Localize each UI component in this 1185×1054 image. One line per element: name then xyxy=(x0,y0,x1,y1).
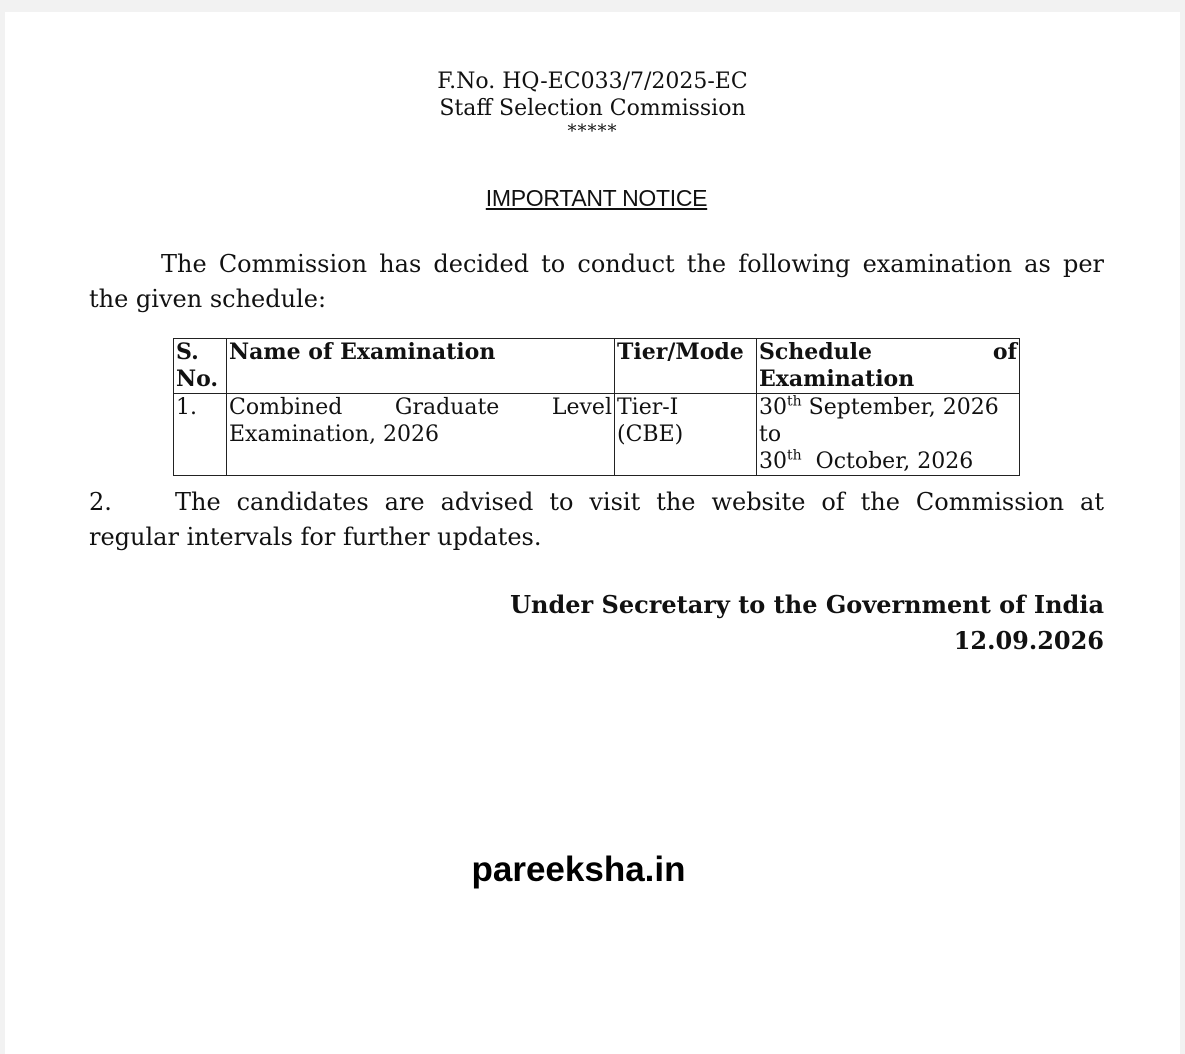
table-row xyxy=(174,394,1020,476)
advisory-text: The candidates are advised to visit the website of the Commission at regular intervals for further updates. xyxy=(89,488,1104,551)
header-exam-name: Name of Examination xyxy=(227,339,615,394)
to-suffix: th xyxy=(787,447,802,464)
advisory-paragraph xyxy=(89,485,1104,555)
schedule-table xyxy=(173,338,1020,476)
notice-title: IMPORTANT NOTICE xyxy=(485,185,708,211)
schedule-to xyxy=(759,448,1017,475)
header-schedule-word: Schedule xyxy=(759,339,873,365)
watermark-text: pareeksha.in xyxy=(471,850,686,889)
cell-tier-line2: (CBE) xyxy=(617,422,684,447)
cell-exam-name-line1 xyxy=(229,394,612,421)
exam-word-combined: Combined xyxy=(229,395,343,420)
file-number: F.No. HQ-EC033/7/2025-EC xyxy=(437,69,748,94)
separator-stars: ***** xyxy=(567,121,618,142)
cell-exam-name-line2: Examination, 2026 xyxy=(229,422,440,447)
header-sno-line2: No. xyxy=(176,366,219,392)
from-suffix: th xyxy=(787,393,802,410)
signatory-designation: Under Secretary to the Government of India xyxy=(510,590,1104,619)
exam-word-level: Level xyxy=(551,395,612,420)
header-of-word: of xyxy=(992,339,1017,365)
to-day: 30 xyxy=(759,449,787,474)
paragraph-number: 2. xyxy=(89,488,112,516)
from-day: 30 xyxy=(759,395,787,420)
cell-sno: 1. xyxy=(174,394,227,476)
cell-exam-name xyxy=(227,394,615,476)
cell-tier-mode xyxy=(615,394,757,476)
header-schedule xyxy=(757,339,1020,394)
from-rest: September, 2026 to xyxy=(759,395,999,447)
header-schedule-line1 xyxy=(759,339,1017,366)
header-tier-mode: Tier/Mode xyxy=(615,339,757,394)
to-rest: October, 2026 xyxy=(815,449,974,474)
schedule-from xyxy=(759,394,1017,448)
header-sno-line1: S. xyxy=(176,339,199,365)
cell-tier-line1: Tier-I xyxy=(617,395,679,420)
notice-date: 12.09.2026 xyxy=(953,626,1104,655)
table-header-row xyxy=(174,339,1020,394)
intro-paragraph: The Commission has decided to conduct the following examination as per the given schedule: xyxy=(89,250,1104,313)
organization-name: Staff Selection Commission xyxy=(439,96,746,121)
exam-word-graduate: Graduate xyxy=(394,395,500,420)
cell-schedule xyxy=(757,394,1020,476)
header-sno xyxy=(174,339,227,394)
header-schedule-line2: Examination xyxy=(759,366,915,392)
